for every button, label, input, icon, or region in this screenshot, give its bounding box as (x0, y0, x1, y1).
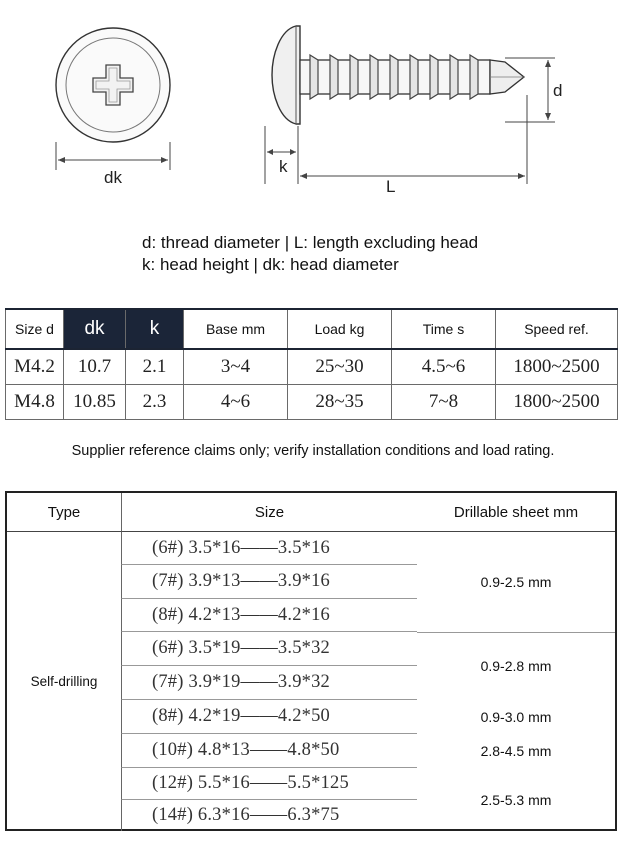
type-cell: Self-drilling (30, 674, 98, 689)
spec-header-base: Base mm (184, 309, 288, 349)
dimension-legend (142, 232, 478, 276)
cell-load: 28~35 (288, 384, 392, 419)
d-label: d (553, 81, 563, 100)
cell-size: M4.2 (6, 349, 64, 384)
cell-speed: 1800~2500 (496, 349, 618, 384)
drill-range: 0.9-3.0 mm (480, 709, 552, 725)
spec-header-speed: Speed ref. (496, 309, 618, 349)
cell-base: 3~4 (184, 349, 288, 384)
drill-range: 2.5-5.3 mm (480, 791, 552, 808)
spec-header-dk: dk (64, 309, 126, 349)
size-row: (14#) 6.3*16——6.3*75 (121, 800, 417, 831)
cell-k: 2.3 (126, 384, 184, 419)
screw-dimension-drawing (0, 0, 626, 220)
size-row: (12#) 5.5*16——5.5*125 (121, 768, 417, 800)
screw-side-view (272, 26, 524, 124)
size-row: (10#) 4.8*13——4.8*50 (121, 734, 417, 768)
size-row: (6#) 3.5*19——3.5*32 (121, 632, 417, 666)
size-row: (7#) 3.9*19——3.9*32 (121, 666, 417, 700)
cell-time: 4.5~6 (392, 349, 496, 384)
cell-speed: 1800~2500 (496, 384, 618, 419)
cell-size: M4.8 (6, 384, 64, 419)
disclaimer-note: Supplier reference claims only; verify installation conditions and load rating. (71, 443, 555, 459)
drill-range: 2.8-4.5 mm (480, 743, 552, 759)
cell-base: 4~6 (184, 384, 288, 419)
size-header-drill: Drillable sheet mm (417, 493, 615, 532)
dk-label: dk (104, 168, 122, 187)
size-row: (7#) 3.9*13——3.9*16 (121, 565, 417, 599)
spec-table (5, 308, 618, 420)
L-label: L (386, 177, 396, 196)
table-row (6, 349, 618, 384)
spec-header-time: Time s (392, 309, 496, 349)
legend-line-2: k: head height | dk: head diameter (142, 255, 399, 274)
size-row: (8#) 4.2*19——4.2*50 (121, 700, 417, 734)
spec-header-load: Load kg (288, 309, 392, 349)
spec-header-size: Size d (6, 309, 64, 349)
spec-header-k: k (126, 309, 184, 349)
cell-load: 25~30 (288, 349, 392, 384)
k-label: k (279, 157, 288, 176)
L-dimension (300, 95, 527, 184)
table-row (6, 384, 618, 419)
drill-range: 0.9-2.5 mm (480, 574, 552, 590)
size-header-size: Size (121, 493, 417, 532)
legend-line-1: d: thread diameter | L: length excluding head (142, 233, 479, 252)
size-row: (6#) 3.5*16——3.5*16 (121, 532, 417, 565)
cell-dk: 10.85 (64, 384, 126, 419)
cell-k: 2.1 (126, 349, 184, 384)
cell-time: 7~8 (392, 384, 496, 419)
screw-head-front-view (56, 28, 170, 142)
size-row: (8#) 4.2*13——4.2*16 (121, 599, 417, 632)
size-table (5, 491, 617, 831)
dk-dimension (56, 142, 170, 170)
drill-range: 0.9-2.8 mm (480, 658, 552, 674)
size-header-type: Type (7, 493, 121, 532)
cell-dk: 10.7 (64, 349, 126, 384)
spec-header-row (6, 309, 618, 349)
